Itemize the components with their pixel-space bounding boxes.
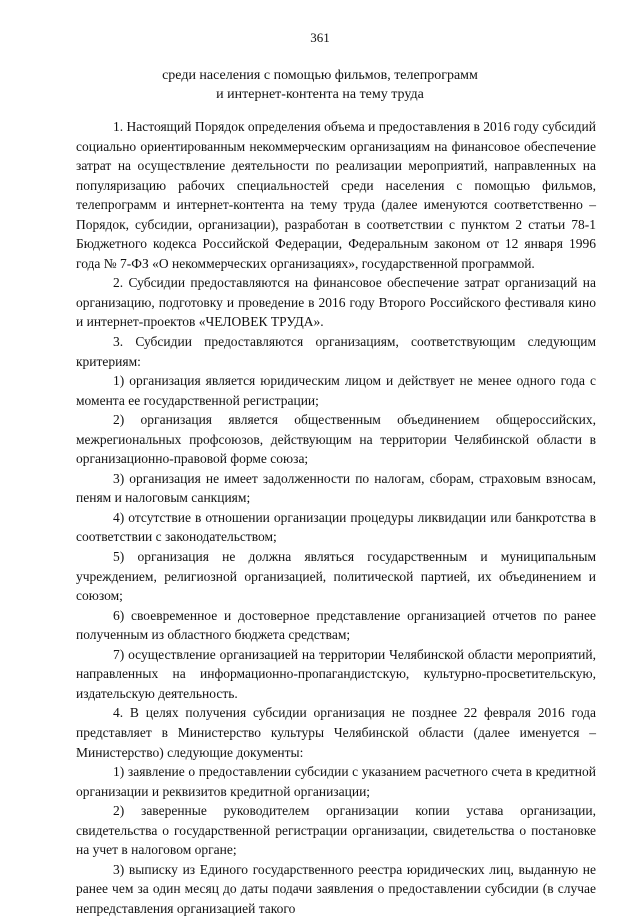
criterion-5: 5) организация не должна являться государственным и муниципальным учреждением, религиозной организацией, политической партией, их объединением и союзом; <box>76 549 596 604</box>
document-item-3: 3) выписку из Единого государственного реестра юридических лиц, выданную не ранее чем за один месяц до даты подачи заявления о предоставлении субсидии (в случае непредставления организацией такого <box>76 861 596 916</box>
document-item-1: 1) заявление о предоставлении субсидии с указанием расчетного счета в кредитной организации и реквизитов кредитной организации; <box>76 764 596 799</box>
page-number: 361 <box>310 30 330 45</box>
document-body <box>76 117 596 918</box>
criterion-4: 4) отсутствие в отношении организации процедуры ликвидации или банкротства в соответствии с законодательством; <box>76 509 596 545</box>
criterion-7: 7) осуществление организацией на территории Челябинской области мероприятий, направленных на информационно-пропагандистскую, культурно-просветительскую, издательскую деятельность. <box>76 646 596 701</box>
paragraph-4-documents: 4. В целях получения субсидии организация не позднее 22 февраля 2016 года представляет в Министерство культуры Челябинской области (далее именуется – Министерство) следующие документы: <box>76 705 596 760</box>
paragraph-2-subsidy-target: 2. Субсидии предоставляются на финансовое обеспечение затрат организаций на организацию, подготовку и проведение в 2016 году Второго Российского фестиваля кино и интернет-проектов «ЧЕЛОВЕК ТРУДА». <box>76 275 596 330</box>
section-heading <box>120 66 520 104</box>
criterion-1: 1) организация является юридическим лицом и действует не менее одного года с момента ее государственной регистрации; <box>76 373 596 408</box>
document-item-2: 2) заверенные руководителем организации копии устава организации, свидетельства о государственной регистрации организации, свидетельства о постановке на учет в налоговом органе; <box>76 803 596 858</box>
criterion-6: 6) своевременное и достоверное представление организацией отчетов по ранее полученным из областного бюджета средствам; <box>76 607 596 643</box>
criterion-2: 2) организация является общественным объединением общероссийских, межрегиональных профсоюзов, действующим на территории Челябинской области в организационно-правовой форме союза; <box>76 412 596 467</box>
paragraph-3-criteria: 3. Субсидии предоставляются организациям, соответствующим следующим критериям: <box>76 334 596 369</box>
heading-line-1: среди населения с помощью фильмов, телепрограмм <box>162 68 478 83</box>
paragraph-1-purpose: 1. Настоящий Порядок определения объема и предоставления в 2016 году субсидий социально ориентированным некоммерческим организациям на финансовое обеспечение затрат на осуществление деятельности по реализации мероприятий, направленных на популяризацию рабочих специальностей среди населения с помощью фильмов, телепрограмм и интернет-контента на тему труда (далее именуются соответственно – Порядок, субсидии, организации), разработан в соответствии с пунктом 2 статьи 78-1 Бюджетного кодекса Российской Федерации, Федеральным законом от 12 января 1996 года № 7-ФЗ «О некоммерческих организациях», государственной программой. <box>76 119 596 271</box>
criterion-3: 3) организация не имеет задолженности по налогам, сборам, страховым взносам, пеням и налоговым санкциям; <box>76 470 596 506</box>
heading-line-2: и интернет-контента на тему труда <box>216 87 424 102</box>
